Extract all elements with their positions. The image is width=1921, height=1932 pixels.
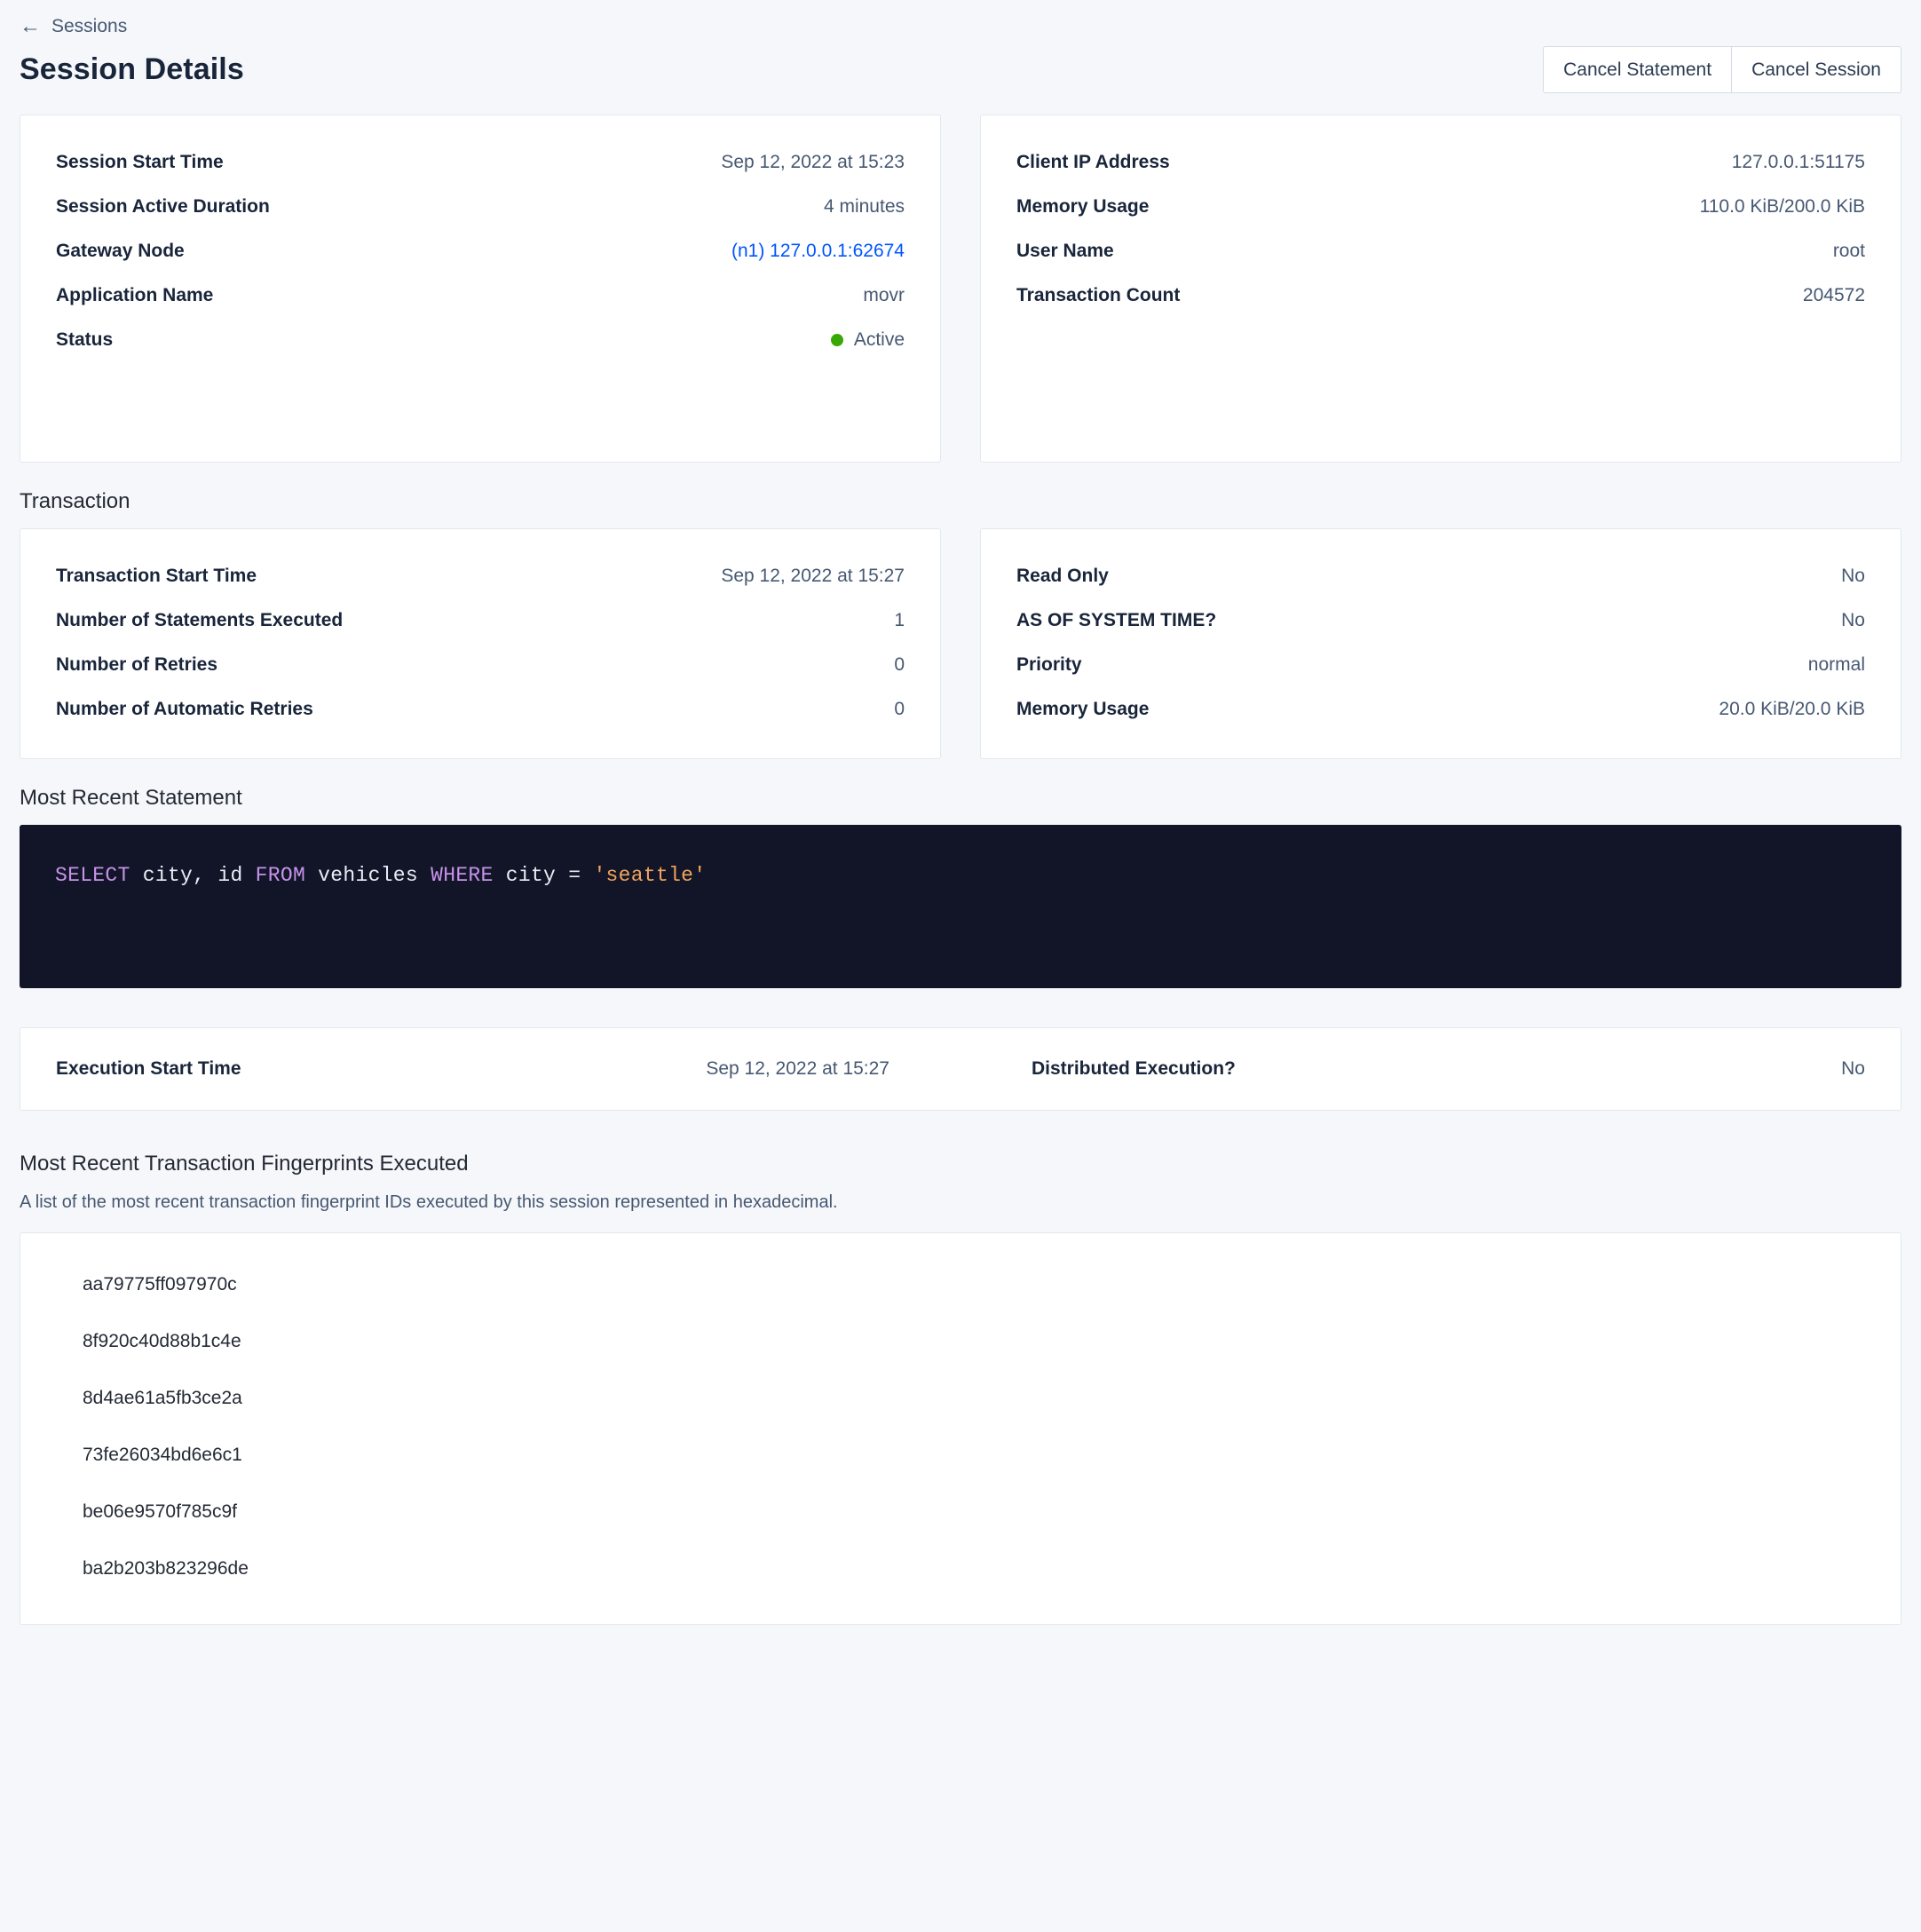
- transaction-count-value: 204572: [1802, 285, 1865, 306]
- user-name-label: User Name: [1016, 241, 1114, 262]
- transaction-section-label: Transaction: [20, 489, 130, 514]
- session-card-right: [980, 115, 1901, 463]
- application-name-value: movr: [863, 285, 905, 306]
- retries-value: 0: [894, 654, 905, 676]
- list-item[interactable]: 73fe26034bd6e6c1: [83, 1445, 242, 1466]
- transaction-cards: [20, 528, 1901, 759]
- session-summary-cards: [20, 115, 1901, 463]
- as-of-system-time-row: [1016, 598, 1865, 643]
- as-of-system-time-value: No: [1841, 610, 1865, 631]
- session-start-time-label: Session Start Time: [56, 152, 224, 173]
- client-ip-address-row: [1016, 140, 1865, 185]
- fingerprints-title: Most Recent Transaction Fingerprints Executed: [20, 1152, 469, 1176]
- distributed-execution-label: Distributed Execution?: [1032, 1058, 1236, 1080]
- list-item[interactable]: 8d4ae61a5fb3ce2a: [83, 1388, 242, 1409]
- sql-keyword-from: FROM: [255, 864, 306, 888]
- sql-keyword-select: SELECT: [55, 864, 130, 888]
- session-start-time-row: [56, 140, 905, 185]
- memory-usage-row: [1016, 185, 1865, 229]
- statements-executed-row: [56, 598, 905, 643]
- title-row: [20, 46, 1901, 93]
- read-only-value: No: [1841, 566, 1865, 587]
- user-name-row: [1016, 229, 1865, 273]
- execution-start-time-col: [56, 1058, 960, 1080]
- priority-value: normal: [1807, 654, 1865, 676]
- priority-label: Priority: [1016, 654, 1082, 676]
- status-row: [56, 318, 905, 362]
- title-actions: [1543, 46, 1901, 93]
- transaction-start-time-label: Transaction Start Time: [56, 566, 257, 587]
- session-start-time-value: Sep 12, 2022 at 15:23: [721, 152, 905, 173]
- cancel-statement-button[interactable]: Cancel Statement: [1543, 46, 1732, 93]
- session-card-left: [20, 115, 941, 463]
- status-value: Active: [853, 329, 905, 351]
- gateway-node-row: [56, 229, 905, 273]
- fingerprints-list: [20, 1232, 1901, 1625]
- retries-label: Number of Retries: [56, 654, 218, 676]
- application-name-label: Application Name: [56, 285, 214, 306]
- gateway-node-link[interactable]: (n1) 127.0.0.1:62674: [731, 241, 905, 262]
- sql-code: [55, 860, 1866, 891]
- arrow-left-icon[interactable]: ←: [20, 14, 41, 38]
- statements-executed-value: 1: [894, 610, 905, 631]
- read-only-row: [1016, 554, 1865, 598]
- status-dot-icon: [831, 334, 843, 346]
- breadcrumb-link-sessions[interactable]: Sessions: [51, 16, 128, 36]
- transaction-count-row: [1016, 273, 1865, 318]
- transaction-start-time-row: [56, 554, 905, 598]
- sql-keyword-where: WHERE: [431, 864, 494, 888]
- transaction-memory-usage-row: [1016, 687, 1865, 732]
- as-of-system-time-label: AS OF SYSTEM TIME?: [1016, 610, 1217, 631]
- session-active-duration-label: Session Active Duration: [56, 196, 270, 218]
- transaction-memory-usage-value: 20.0 KiB/20.0 KiB: [1719, 699, 1865, 720]
- automatic-retries-label: Number of Automatic Retries: [56, 699, 313, 720]
- list-item[interactable]: ba2b203b823296de: [83, 1558, 249, 1580]
- memory-usage-value: 110.0 KiB/200.0 KiB: [1699, 196, 1865, 218]
- transaction-card-left: [20, 528, 941, 759]
- breadcrumb: [20, 16, 1901, 37]
- sql-string-literal: 'seattle': [593, 864, 707, 888]
- sql-predicate: city =: [493, 864, 594, 888]
- session-active-duration-row: [56, 185, 905, 229]
- distributed-execution-value: No: [1841, 1058, 1865, 1080]
- transaction-card-right: [980, 528, 1901, 759]
- cancel-session-button[interactable]: Cancel Session: [1732, 46, 1901, 93]
- distributed-execution-col: [960, 1058, 1865, 1080]
- sql-columns: city, id: [130, 864, 256, 888]
- gateway-node-label: Gateway Node: [56, 241, 185, 262]
- automatic-retries-value: 0: [894, 699, 905, 720]
- execution-start-time-label: Execution Start Time: [56, 1058, 241, 1080]
- status-label: Status: [56, 329, 114, 351]
- status-badge: [831, 329, 905, 351]
- transaction-memory-usage-label: Memory Usage: [1016, 699, 1150, 720]
- list-item[interactable]: 8f920c40d88b1c4e: [83, 1331, 241, 1352]
- fingerprints-description: A list of the most recent transaction fingerprint IDs executed by this session represented in hexadecimal.: [20, 1192, 838, 1213]
- statements-executed-label: Number of Statements Executed: [56, 610, 344, 631]
- session-active-duration-value: 4 minutes: [823, 196, 905, 218]
- application-name-row: [56, 273, 905, 318]
- transaction-start-time-value: Sep 12, 2022 at 15:27: [721, 566, 905, 587]
- retries-row: [56, 643, 905, 687]
- execution-start-time-value: Sep 12, 2022 at 15:27: [706, 1058, 889, 1080]
- memory-usage-label: Memory Usage: [1016, 196, 1150, 218]
- list-item[interactable]: be06e9570f785c9f: [83, 1501, 237, 1523]
- priority-row: [1016, 643, 1865, 687]
- list-item[interactable]: aa79775ff097970c: [83, 1274, 237, 1295]
- page-title: Session Details: [20, 52, 244, 87]
- statement-section-label: Most Recent Statement: [20, 786, 242, 811]
- automatic-retries-row: [56, 687, 905, 732]
- sql-table: vehicles: [305, 864, 431, 888]
- client-ip-address-value: 127.0.0.1:51175: [1731, 152, 1865, 173]
- transaction-count-label: Transaction Count: [1016, 285, 1181, 306]
- client-ip-address-label: Client IP Address: [1016, 152, 1170, 173]
- user-name-value: root: [1832, 241, 1865, 262]
- read-only-label: Read Only: [1016, 566, 1109, 587]
- execution-details-card: [20, 1027, 1901, 1111]
- most-recent-statement-code-block: [20, 825, 1901, 988]
